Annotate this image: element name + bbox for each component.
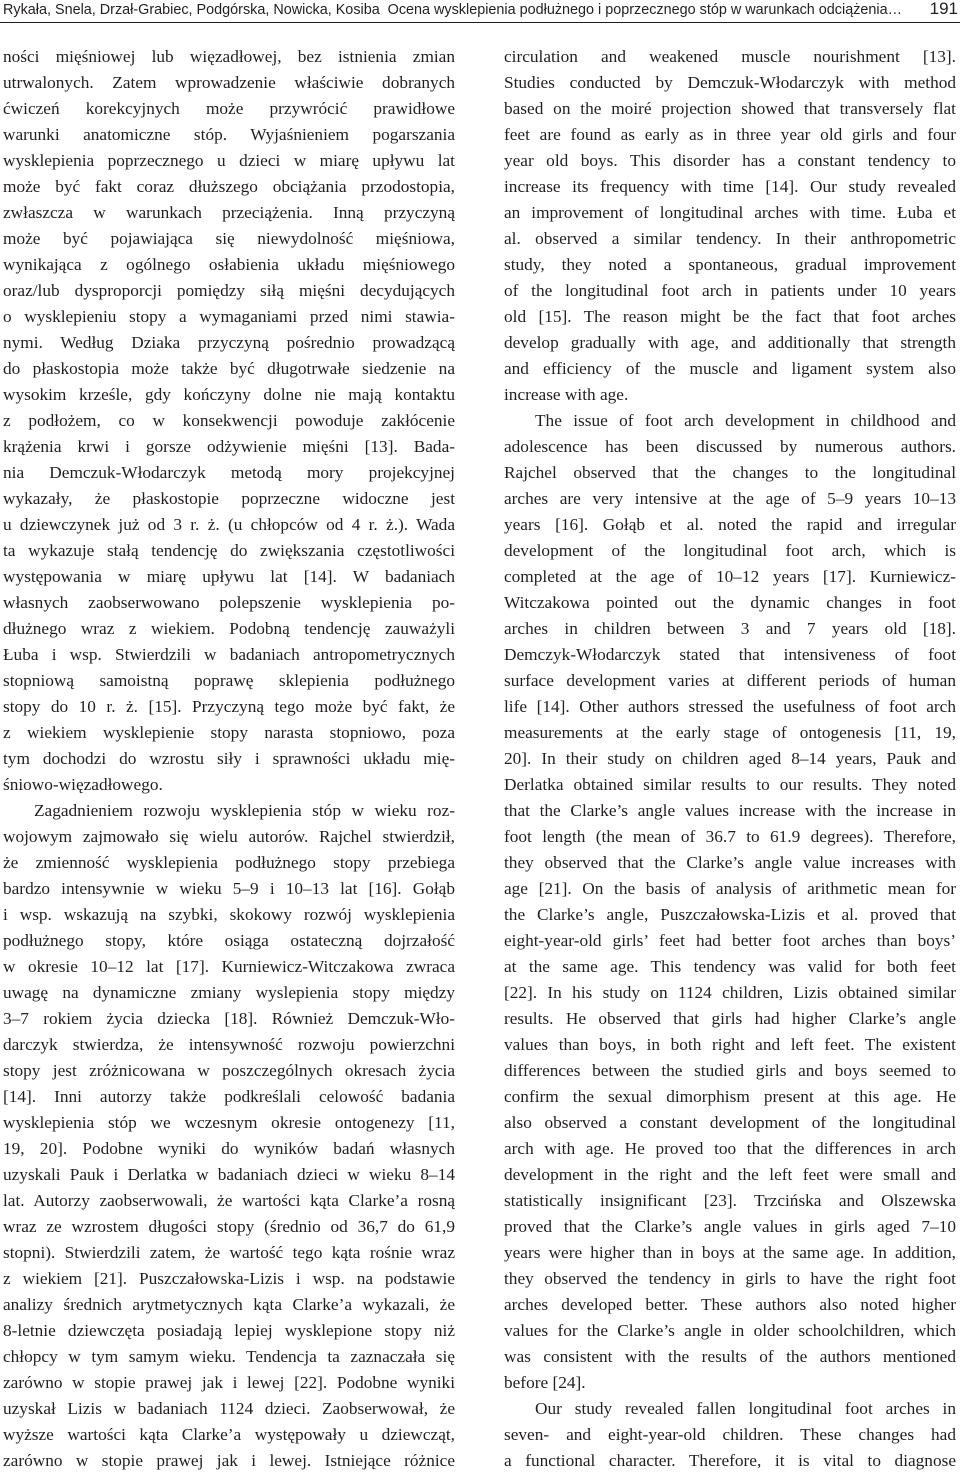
text-line: wykazały, że płaskostopie poprzeczne widoczne jest: [3, 489, 455, 508]
text-line: Our study revealed fallen longitudinal foot arches in: [535, 1399, 956, 1418]
text-line: seven- and eight-year-old children. These changes had: [504, 1425, 956, 1444]
text-line: statistically insignificant [23]. Trzcińska and Olszewska: [504, 1191, 956, 1210]
text-line: foot length (the mean of 36.7 to 61.9 degrees). Therefore,: [504, 827, 956, 846]
text-line: uzyskali Pauk i Derlatka w badaniach dzieci w wieku 8–14: [3, 1165, 455, 1184]
text-line: also observed a constant development of the longitudinal: [504, 1113, 956, 1132]
text-line: study, they noted a spontaneous, gradual improvement: [504, 255, 956, 274]
text-line: a functional character. Therefore, it is vital to diagnose: [504, 1451, 956, 1470]
text-line: wraz ze wzrostem długości stopy (średnio od 36,7 do 61,9: [3, 1217, 455, 1236]
text-line: Studies conducted by Demczuk-Włodarczyk with method: [504, 73, 956, 92]
text-line: występowania w miarę upływu lat [14]. W badaniach: [3, 567, 455, 586]
text-line: wynikająca z ogólnego osłabienia układu mięśniowego: [3, 255, 455, 274]
text-line: increase with age.: [504, 385, 629, 404]
text-line: bardzo intensywnie w wieku 5–9 i 10–13 lat [16]. Gołąb: [3, 879, 455, 898]
text-line: that the Clarke’s angle values increase with the increase in: [504, 801, 956, 820]
text-line: at the same age. This tendency was valid for both feet: [504, 957, 956, 976]
text-line: proved that the Clarke’s angle values in girls aged 7–10: [504, 1217, 956, 1236]
text-line: based on the moiré projection showed that transversely flat: [504, 99, 956, 118]
text-line: wysklepienia poprzecznego u dzieci w miarę upływu lat: [3, 151, 455, 170]
text-line: stopy do 10 r. ż. [15]. Przyczyną tego może być fakt, że: [3, 697, 455, 716]
text-line: years [16]. Gołąb et al. noted the rapid and irregular: [504, 515, 956, 534]
text-line: confirm the sexual dimorphism present at this age. He: [504, 1087, 956, 1106]
text-line: old [15]. The reason might be the fact that foot arches: [504, 307, 956, 326]
text-line: of the longitudinal foot arch in patients under 10 years: [504, 281, 956, 300]
text-line: year old boys. This disorder has a constant tendency to: [504, 151, 956, 170]
text-line: krążenia krwi i gorsze odżywienie mięśni [13]. Bada-: [3, 437, 455, 456]
text-line: values than boys, in both right and left feet. The existent: [504, 1035, 956, 1054]
text-line: arch with age. He proved too that the differences in arch: [504, 1139, 956, 1158]
text-line: wyższe wartości kąta Clarke’a występowały u dziewcząt,: [3, 1425, 455, 1444]
text-line: develop gradually with age, and additionally that strength: [504, 333, 956, 352]
text-line: darczyk stwierdza, że intensywność rozwoju powierzchni: [3, 1035, 455, 1054]
text-line: Łuba i wsp. Stwierdzili w badaniach antropometrycznych: [3, 645, 455, 664]
text-line: adolescence has been discussed by numerous authors.: [504, 437, 956, 456]
text-line: nia Demczuk-Włodarczyk metodą mory projekcyjnej: [3, 463, 455, 482]
text-line: arches are very intensive at the age of 5–9 years 10–13: [504, 489, 956, 508]
text-line: z wiekiem wysklepienie stopy narasta stopniowo, poza: [3, 723, 455, 742]
text-line: Demczyk-Włodarczyk stated that intensiveness of foot: [504, 645, 956, 664]
text-line: they observed the tendency in girls to have the right foot: [504, 1269, 956, 1288]
text-line: i wsp. wskazują na szybki, skokowy rozwój wysklepienia: [3, 905, 455, 924]
text-line: wysklepienia stóp we wczesnym okresie ontogenezy [11,: [3, 1113, 455, 1132]
text-line: circulation and weakened muscle nourishment [13].: [504, 47, 956, 66]
text-line: podłużnego stopy, które osiąga ostateczną dojrzałość: [3, 931, 455, 950]
text-line: [22]. In his study on 1124 children, Lizis obtained similar: [504, 983, 956, 1002]
text-line: differences between the studied girls and boys seemed to: [504, 1061, 956, 1080]
text-line: years were higher than in boys at the same age. In addition,: [504, 1243, 956, 1262]
text-line: development in the right and the left feet were small and: [504, 1165, 956, 1184]
text-line: warunki anatomiczne stóp. Wyjaśnieniem pogarszania: [3, 125, 455, 144]
text-line: Derlatka obtained similar results to our results. They noted: [504, 775, 956, 794]
text-line: [14]. Inni autorzy także podkreślali celowość badania: [3, 1087, 455, 1106]
header-running-title: Ocena wysklepienia podłużnego i poprzecznego stóp w warunkach odciążenia…: [387, 2, 902, 18]
text-line: do płaskostopia może także być długotrwałe siedzenie na: [3, 359, 455, 378]
page-number: 191: [929, 0, 958, 18]
text-line: feet are found as early as in three year old girls and four: [504, 125, 956, 144]
text-line: arches in children between 3 and 7 years old [18].: [504, 619, 956, 638]
text-line: eight-year-old girls’ feet had better foot arches than boys’: [504, 931, 956, 950]
text-line: ności mięśniowej lub więzadłowej, bez istnienia zmian: [3, 47, 455, 66]
text-line: zarówno w stopie prawej jak i lewej. Istniejące różnice: [3, 1451, 455, 1470]
text-line: utrwalonych. Zatem wprowadzenie właściwie dobranych: [3, 73, 455, 92]
text-line: analizy średnich arytmetycznych kąta Clarke’a wykazali, że: [3, 1295, 455, 1314]
text-line: arches developed better. These authors also noted higher: [504, 1295, 956, 1314]
text-line: life [14]. Other authors stressed the usefulness of foot arch: [504, 697, 956, 716]
text-line: 19, 20]. Podobne wyniki do wyników badań własnych: [3, 1139, 455, 1158]
text-line: oraz/lub dysproporcji pomiędzy siłą mięśni decydujących: [3, 281, 455, 300]
text-line: uwagę na dynamiczne zmiany wyslepienia stopy między: [3, 983, 455, 1002]
text-line: własnych zaobserwowano polepszenie wysklepienia po-: [3, 593, 455, 612]
text-line: może być fakt coraz dłuższego obciążania przodostopia,: [3, 177, 455, 196]
text-line: 8-letnie dziewczęta posiadają lepiej wysklepione stopy niż: [3, 1321, 455, 1340]
text-line: Rajchel observed that the changes to the longitudinal: [504, 463, 956, 482]
text-line: wojowym zajmowało się wielu autorów. Rajchel stwierdził,: [3, 827, 455, 846]
text-line: stopni). Stwierdzili zatem, że wartość tego kąta rośnie wraz: [3, 1243, 455, 1262]
text-line: age [21]. On the basis of analysis of arithmetic mean for: [504, 879, 956, 898]
text-line: an improvement of longitudinal arches with time. Łuba et: [504, 203, 956, 222]
text-line: może być pojawiająca się niewydolność mięśniowa,: [3, 229, 455, 248]
header-authors: Rykała, Snela, Drzał-Grabiec, Podgórska, Nowicka, Kosiba: [3, 2, 380, 18]
text-line: o wysklepieniu stopy a wymaganiami przed nimi stawia-: [3, 307, 455, 326]
text-line: al. observed a similar tendency. In their anthropometric: [504, 229, 956, 248]
text-line: values for the Clarke’s angle in older schoolchildren, which: [504, 1321, 956, 1340]
text-line: 3–7 rokiem życia dziecka [18]. Również Demczuk-Wło-: [3, 1009, 455, 1028]
text-line: completed at the age of 10–12 years [17]. Kurniewicz-: [504, 567, 956, 586]
text-line: the Clarke’s angle, Puszczałowska-Lizis et al. proved that: [504, 905, 956, 924]
text-line: stopy jest zróżnicowana w poszczególnych okresach życia: [3, 1061, 455, 1080]
text-line: and efficiency of the muscle and ligament system also: [504, 359, 956, 378]
running-header: [0, 0, 960, 23]
text-line: surface development varies at different periods of human: [504, 671, 956, 690]
text-line: z wiekiem [21]. Puszczałowska-Lizis i wsp. na podstawie: [3, 1269, 455, 1288]
text-line: increase its frequency with time [14]. Our study revealed: [504, 177, 956, 196]
text-line: lat. Autorzy zaobserwowali, że wartości kąta Clarke’a rosną: [3, 1191, 455, 1210]
right-column-english-text: [504, 44, 956, 1474]
text-line: uzyskał Lizis w badaniach 1124 dzieci. Zaobserwował, że: [3, 1399, 455, 1418]
text-line: stopniową samoistną poprawę sklepienia podłużnego: [3, 671, 455, 690]
text-line: chłopcy w tym samym wieku. Tendencja ta zaznaczała się: [3, 1347, 455, 1366]
text-line: Witczakowa pointed out the dynamic changes in foot: [504, 593, 956, 612]
text-line: ćwiczeń korekcyjnych może przywrócić prawidłowe: [3, 99, 455, 118]
text-line: 20]. In their study on children aged 8–14 years, Pauk and: [504, 749, 956, 768]
left-column-polish-text: [3, 44, 455, 1474]
text-line: ta wykazuje stałą tendencję do zwiększania częstotliwości: [3, 541, 455, 560]
text-line: wysokim krześle, gdy kończyny dolne nie mają kontaktu: [3, 385, 455, 404]
text-line: tym dochodzi do wzrostu siły i sprawności układu mię-: [3, 749, 455, 768]
text-line: they observed that the Clarke’s angle value increases with: [504, 853, 956, 872]
text-line: zarówno w stopie prawej jak i lewej [22]. Podobne wyniki: [3, 1373, 455, 1392]
text-line: Zagadnieniem rozwoju wysklepienia stóp w wieku roz-: [34, 801, 455, 820]
text-line: measurements at the early stage of ontogenesis [11, 19,: [504, 723, 956, 742]
text-line: nymi. Według Dziaka przyczyną pośrednio prowadzącą: [3, 333, 455, 352]
text-line: results. He observed that girls had higher Clarke’s angle: [504, 1009, 956, 1028]
text-line: was consistent with the results of the authors mentioned: [504, 1347, 956, 1366]
text-line: z podłożem, co w konsekwencji powoduje zakłócenie: [3, 411, 455, 430]
text-line: u dziewczynek już od 3 r. ż. (u chłopców od 4 r. ż.). Wada: [3, 515, 455, 534]
text-line: zwłaszcza w warunkach przeciążenia. Inną przyczyną: [3, 203, 455, 222]
text-line: before [24].: [504, 1373, 586, 1392]
text-line: dłużnego wraz z wiekiem. Podobną tendencję zauważyli: [3, 619, 455, 638]
text-line: w okresie 10–12 lat [17]. Kurniewicz-Witczakowa zwraca: [3, 957, 455, 976]
text-line: The issue of foot arch development in childhood and: [535, 411, 956, 430]
text-line: śniowo-więzadłowego.: [3, 775, 163, 794]
text-line: development of the longitudinal foot arch, which is: [504, 541, 956, 560]
text-line: że zmienność wysklepienia podłużnego stopy przebiega: [3, 853, 455, 872]
